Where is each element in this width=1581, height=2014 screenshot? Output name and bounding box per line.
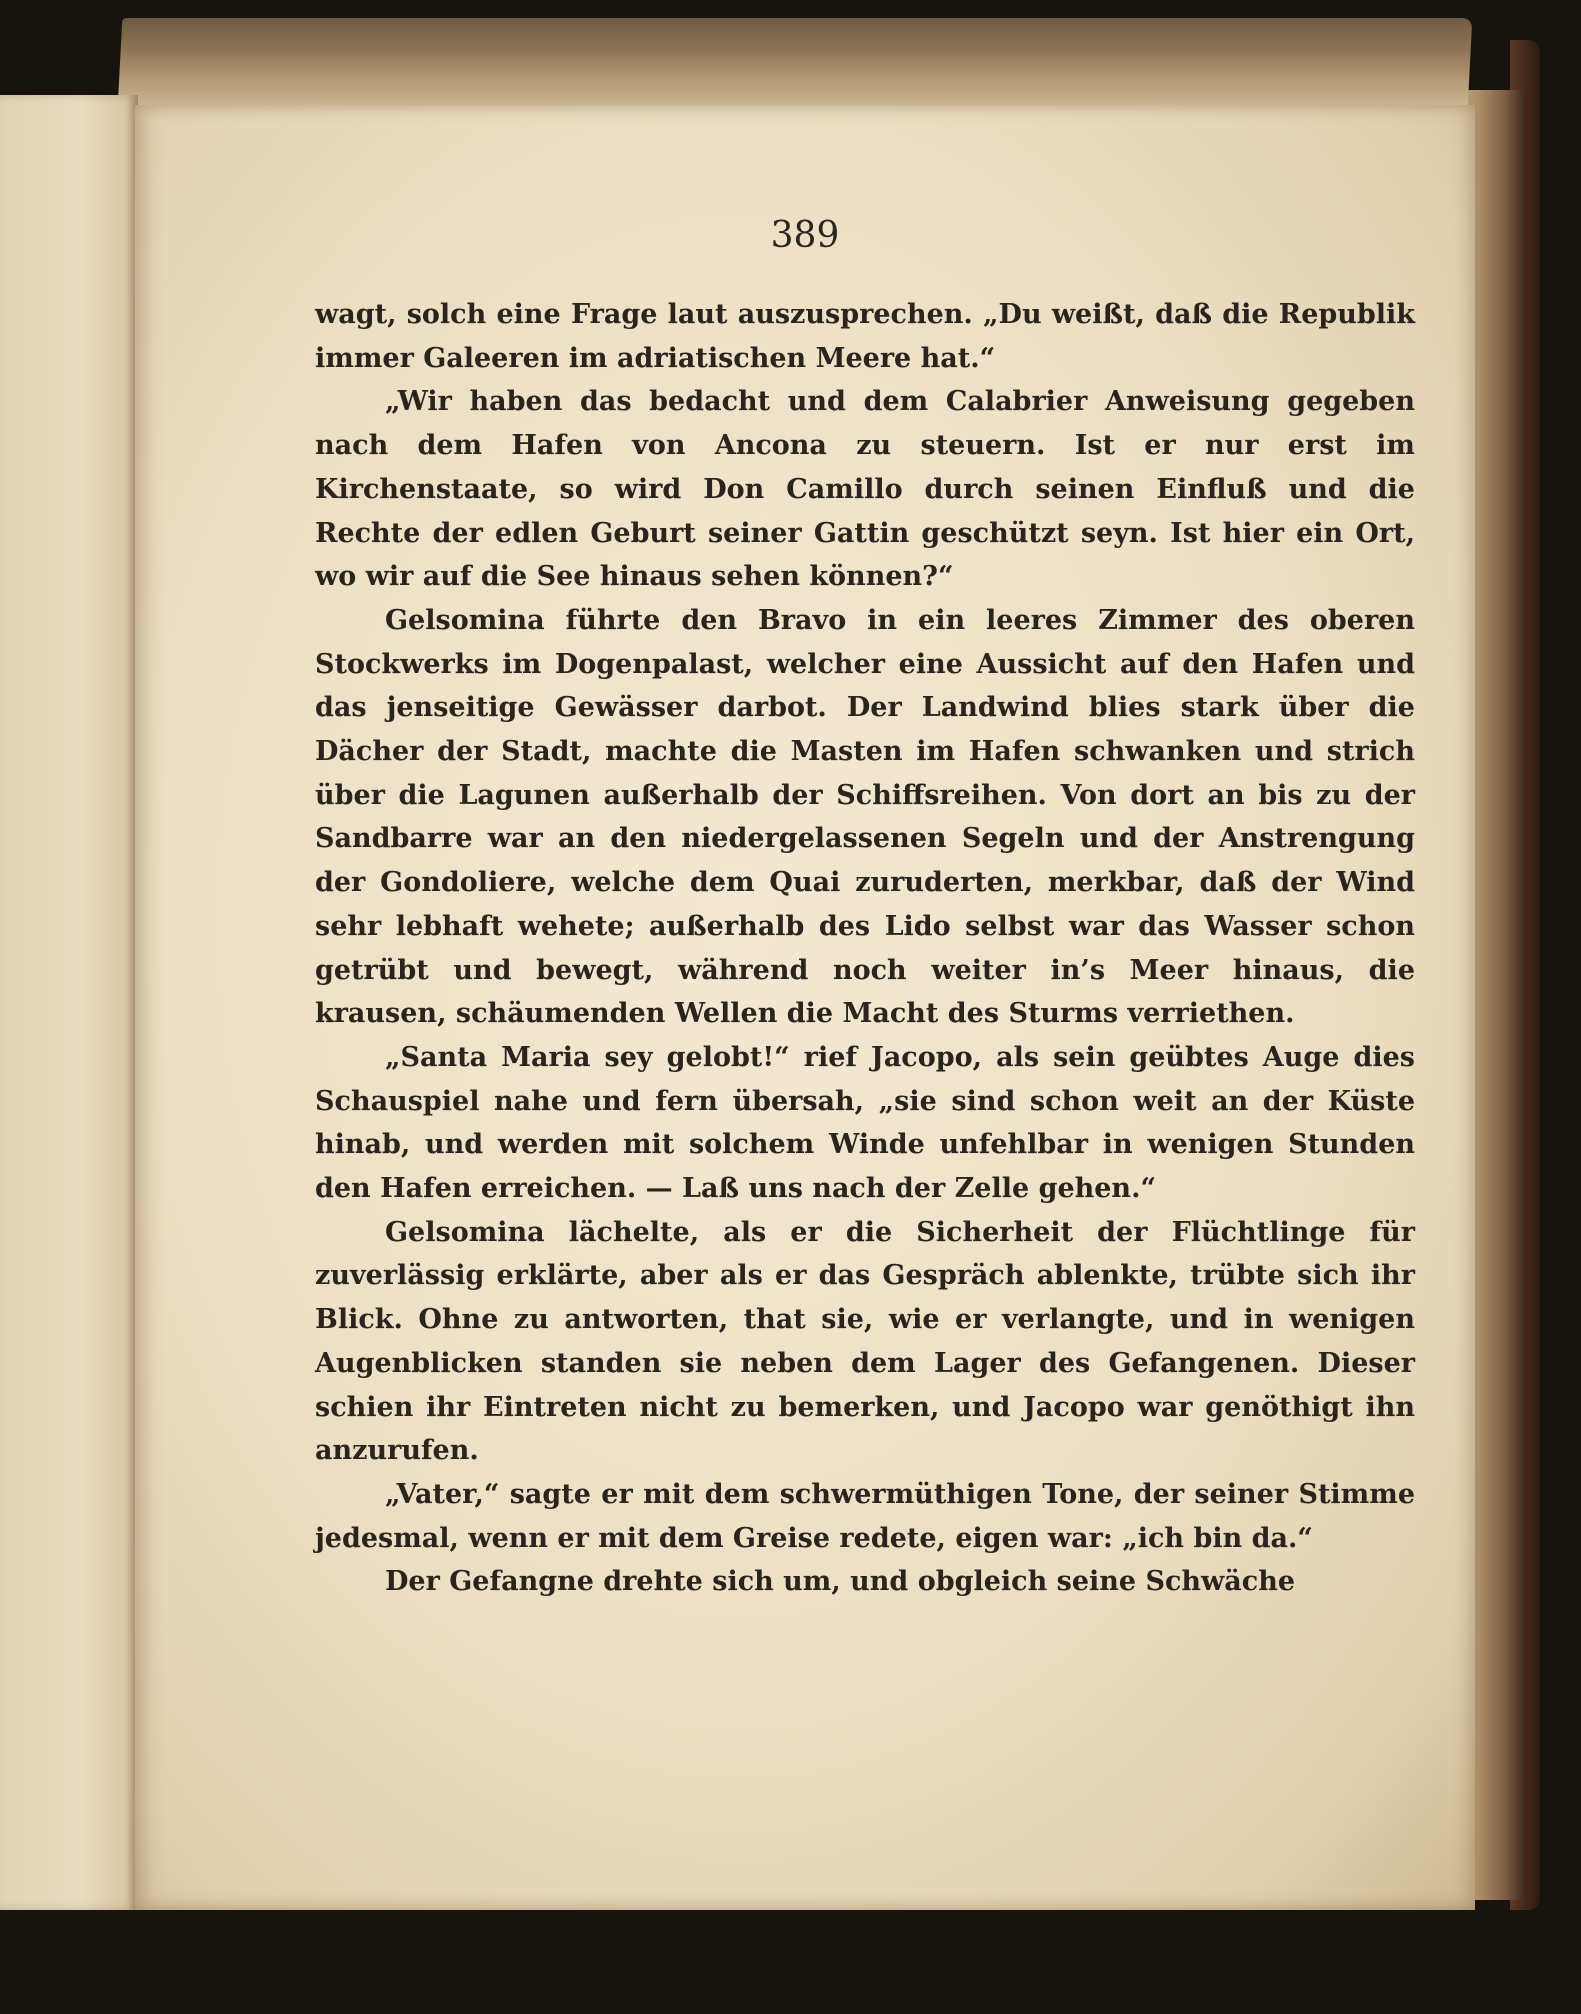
- paragraph: „Wir haben das bedacht und dem Calabrier Anweisung gegeben nach dem Hafen von Ancona zu steuern. Ist er nur erst im Kirchenstaate, so wird Don Camillo durch seinen Einfluß und die Rechte der edlen Geburt seiner Gattin geschützt seyn. Ist hier ein Ort, wo wir auf die See hinaus sehen können?“: [315, 386, 1415, 593]
- paragraph: „Santa Maria sey gelobt!“ rief Jacopo, als sein geübtes Auge dies Schauspiel nahe und fern übersah, „sie sind schon weit an der Küste hinab, und werden mit solchem Winde unfehlbar in wenigen Stunden den Hafen erreichen. — Laß uns nach der Zelle gehen.“: [315, 1041, 1415, 1205]
- paragraph: Gelsomina lächelte, als er die Sicherheit der Flüchtlinge für zuverlässig erklärte, aber als er das Gespräch ablenkte, trübte sich ihr Blick. Ohne zu antworten, that sie, wie er verlangte, und in wenigen Augenblicken standen sie neben dem Lager des Gefangenen. Dieser schien ihr Eintreten nicht zu bemerken, und Jacopo war genöthigt ihn anzurufen.: [315, 1216, 1415, 1467]
- page-number: 389: [770, 215, 840, 256]
- facing-page-edge: [0, 95, 138, 1910]
- page-text: [315, 293, 1415, 1604]
- book-page: [135, 105, 1475, 1910]
- paragraph: Der Gefangne drehte sich um, und obgleich seine Schwäche: [385, 1566, 1296, 1598]
- paragraph: wagt, solch eine Frage laut auszusprechen. „Du weißt, daß die Republik immer Galeeren im adriatischen Meere hat.“: [315, 299, 1415, 374]
- paragraph: „Vater,“ sagte er mit dem schwermüthigen Tone, der seiner Stimme jedesmal, wenn er mit dem Greise redete, eigen war: „ich bin da.“: [315, 1478, 1415, 1554]
- paragraph: Gelsomina führte den Bravo in ein leeres Zimmer des oberen Stockwerks im Dogenpalast, welcher eine Aussicht auf den Hafen und das jenseitige Gewässer darbot. Der Landwind blies stark über die Dächer der Stadt, machte die Masten im Hafen schwanken und strich über die Lagunen außerhalb der Schiffsreihen. Von dort an bis zu der Sandbarre war an den niedergelassenen Segeln und der Anstrengung der Gondoliere, welche dem Quai zuruderten, merkbar, daß der Wind sehr lebhaft wehete; außerhalb des Lido selbst war das Wasser schon getrübt und bewegt, während noch weiter in’s Meer hinaus, die krausen, schäumenden Wellen die Macht des Sturms verriethen.: [315, 604, 1415, 1030]
- book-cover-top: [118, 18, 1473, 108]
